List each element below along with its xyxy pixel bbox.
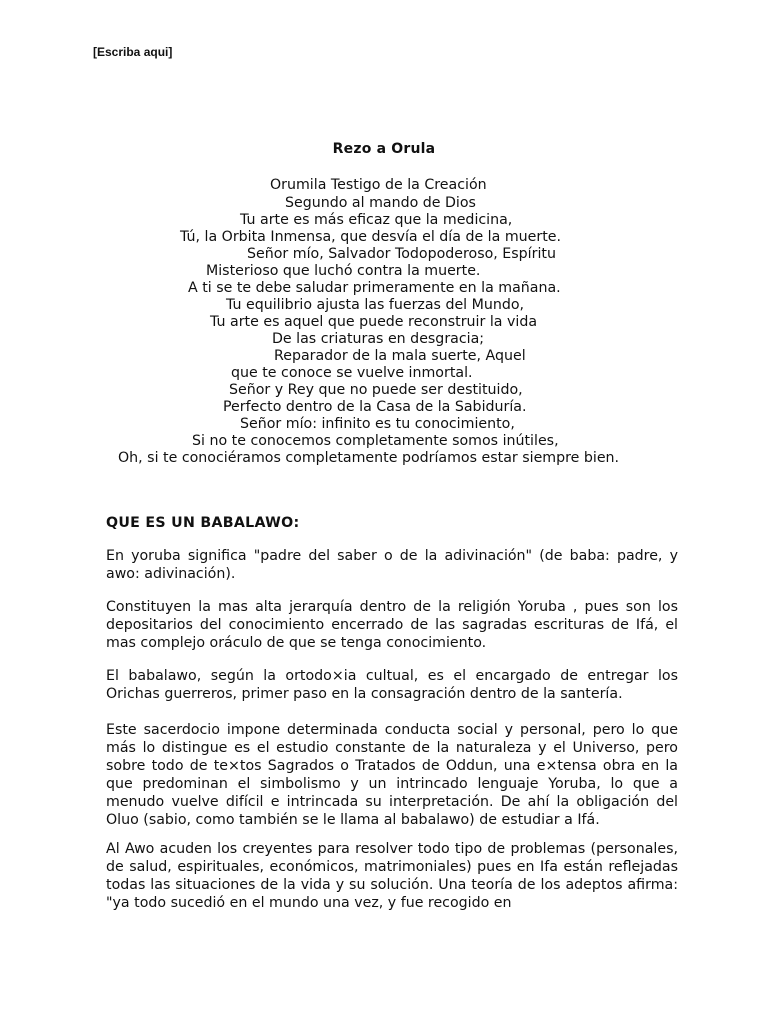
paragraph: Este sacerdocio impone determinada conducta social y personal, pero lo que más lo distingue es el estudio constante de la naturaleza y el Universo, pero sobre todo de te×tos Sagrados o Tratados de Oddun, una e×tensa obra en la que predominan el simbolismo y un intrincado lenguaje Yoruba, lo que a menudo vuelve difícil e intrincada su interpretación. De ahí la obligación del Oluo (sabio, como también se le llama al babalawo) de estudiar a Ifá. (106, 722, 678, 828)
section-heading: QUE ES UN BABALAWO: (106, 515, 300, 531)
poem-line: Tu arte es aquel que puede reconstruir la vida (210, 314, 538, 330)
poem-line: Tu arte es más eficaz que la medicina, (240, 212, 513, 228)
poem-line: Señor y Rey que no puede ser destituido, (229, 382, 523, 398)
paragraph: En yoruba significa "padre del saber o de la adivinación" (de baba: padre, y awo: adivinación). (106, 548, 678, 582)
poem-line: Oh, si te conociéramos completamente podríamos estar siempre bien. (118, 450, 620, 466)
poem-line: Reparador de la mala suerte, Aquel (274, 348, 526, 364)
paragraph: El babalawo, según la ortodo×ia cultual, es el encargado de entregar los Orichas guerreros, primer paso en la consagración dentro de la santería. (106, 668, 678, 702)
poem-line: Segundo al mando de Dios (285, 195, 476, 211)
poem-line: Orumila Testigo de la Creación (270, 177, 487, 193)
poem-line: Tú, la Orbita Inmensa, que desvía el día de la muerte. (180, 229, 562, 245)
poem-line: Si no te conocemos completamente somos inútiles, (192, 433, 559, 449)
poem-line: que te conoce se vuelve inmortal. (231, 365, 473, 381)
paragraph: Constituyen la mas alta jerarquía dentro de la religión Yoruba , pues son los depositarios del conocimiento encerrado de las sagradas escrituras de Ifá, el mas complejo oráculo de que se tenga conocimiento. (106, 599, 678, 651)
poem-line: Perfecto dentro de la Casa de la Sabiduría. (223, 399, 527, 415)
poem-line: Misterioso que luchó contra la muerte. (206, 263, 481, 279)
header-placeholder: [Escriba aqui] (93, 45, 173, 59)
poem-line: Señor mío, Salvador Todopoderoso, Espíritu (247, 246, 556, 262)
poem-line: Tu equilibrio ajusta las fuerzas del Mundo, (226, 297, 525, 313)
poem-line: De las criaturas en desgracia; (272, 331, 485, 347)
paragraph: Al Awo acuden los creyentes para resolver todo tipo de problemas (personales, de salud, espirituales, económicos, matrimoniales) pues en Ifa están reflejadas todas las situaciones de la vida y su solución. Una teoría de los adeptos afirma: "ya todo sucedió en el mundo una vez, y fue recogido en (106, 841, 678, 911)
poem-line: Señor mío: infinito es tu conocimiento, (240, 416, 515, 432)
poem-line: A ti se te debe saludar primeramente en la mañana. (188, 280, 561, 296)
page-title: Rezo a Orula (332, 141, 436, 157)
